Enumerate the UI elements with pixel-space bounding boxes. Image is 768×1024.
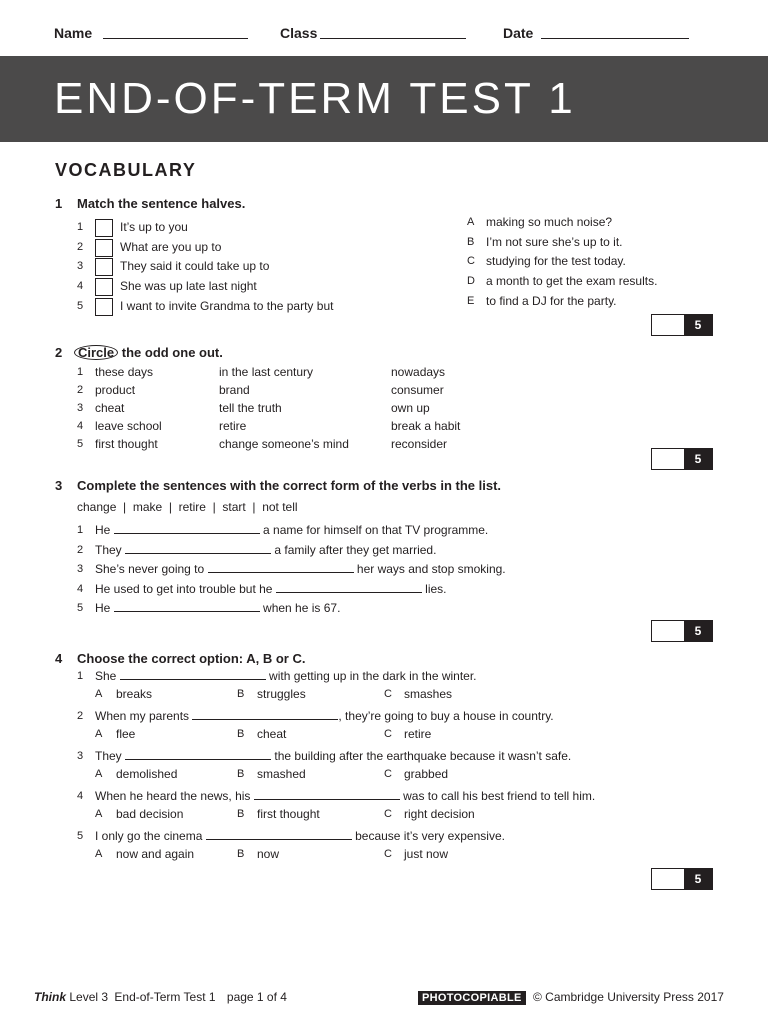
q4-letter-c: C bbox=[384, 848, 392, 860]
q4-letter-b: B bbox=[237, 728, 245, 740]
q2-option-b[interactable]: tell the truth bbox=[219, 401, 282, 415]
q3-number: 3 bbox=[55, 478, 63, 493]
q2-option-a[interactable]: these days bbox=[95, 365, 154, 379]
q1-item-number: 5 bbox=[77, 300, 84, 312]
q1-item-number: 4 bbox=[77, 280, 84, 292]
q4-item-number: 2 bbox=[77, 710, 84, 722]
q3-item-after: when he is 67. bbox=[263, 601, 341, 615]
q3-score-box[interactable] bbox=[651, 620, 713, 642]
q1-option-letter: E bbox=[467, 295, 475, 307]
q4-letter-c: C bbox=[384, 728, 392, 740]
q3-item bbox=[95, 523, 488, 537]
footer-copyright-block bbox=[418, 990, 724, 1004]
q4-option-b[interactable]: first thought bbox=[257, 807, 320, 821]
q4-letter-c: C bbox=[384, 688, 392, 700]
q4-item-before: When he heard the news, his bbox=[95, 789, 251, 803]
q3-item-number: 5 bbox=[77, 602, 84, 614]
q4-option-b[interactable]: struggles bbox=[257, 687, 306, 701]
q3-item bbox=[95, 562, 506, 576]
q3-item-after: lies. bbox=[425, 582, 447, 596]
q4-answer-line[interactable] bbox=[192, 719, 338, 720]
q1-item-text: She was up late last night bbox=[120, 279, 257, 293]
q1-answer-box[interactable] bbox=[95, 239, 113, 257]
q4-item-after: with getting up in the dark in the winter. bbox=[269, 669, 477, 683]
footer-brand: Think bbox=[34, 990, 66, 1004]
q1-item-text: It’s up to you bbox=[120, 220, 188, 234]
q4-option-b[interactable]: cheat bbox=[257, 727, 287, 741]
name-field[interactable] bbox=[103, 38, 248, 39]
q4-item-after: , they’re going to buy a house in country. bbox=[338, 709, 554, 723]
q4-letter-a: A bbox=[95, 768, 103, 780]
q4-item-number: 4 bbox=[77, 790, 84, 802]
footer-copyright: © Cambridge University Press 2017 bbox=[533, 990, 724, 1004]
q4-item-after: the building after the earthquake because it wasn’t safe. bbox=[274, 749, 572, 763]
q4-option-a[interactable]: breaks bbox=[116, 687, 153, 701]
q3-item-number: 3 bbox=[77, 563, 84, 575]
q4-item bbox=[95, 749, 571, 763]
q2-option-a[interactable]: first thought bbox=[95, 437, 158, 451]
q4-item-after: was to call his best friend to tell him. bbox=[403, 789, 596, 803]
q1-instruction: Match the sentence halves. bbox=[77, 196, 246, 211]
q2-row-number: 1 bbox=[77, 366, 84, 378]
q2-option-c[interactable]: reconsider bbox=[391, 437, 448, 451]
q3-answer-line[interactable] bbox=[276, 592, 422, 593]
q4-item bbox=[95, 709, 554, 723]
q4-letter-a: A bbox=[95, 688, 103, 700]
q1-item-number: 3 bbox=[77, 260, 84, 272]
q4-item bbox=[95, 669, 477, 683]
date-label: Date bbox=[503, 25, 534, 41]
q3-item-before: She’s never going to bbox=[95, 562, 205, 576]
q4-option-b[interactable]: smashed bbox=[257, 767, 306, 781]
q4-option-c[interactable]: grabbed bbox=[404, 767, 449, 781]
q2-instruction bbox=[77, 345, 223, 360]
q4-letter-a: A bbox=[95, 848, 103, 860]
q1-option-text: a month to get the exam results. bbox=[486, 274, 658, 288]
q3-item-number: 2 bbox=[77, 544, 84, 556]
circle-word: Circle bbox=[74, 345, 118, 360]
footer-test: End-of-Term Test 1 bbox=[114, 990, 216, 1004]
q1-item-text: They said it could take up to bbox=[120, 259, 270, 273]
q4-option-a[interactable]: flee bbox=[116, 727, 136, 741]
q4-score-total: 5 bbox=[684, 869, 712, 889]
q1-score-total: 5 bbox=[684, 315, 712, 335]
q3-answer-line[interactable] bbox=[208, 572, 354, 573]
q4-score-box[interactable] bbox=[651, 868, 713, 890]
footer-info bbox=[34, 990, 287, 1004]
q1-option-letter: C bbox=[467, 255, 475, 267]
q2-option-c[interactable]: consumer bbox=[391, 383, 444, 397]
q4-option-a[interactable]: bad decision bbox=[116, 807, 184, 821]
q4-letter-c: C bbox=[384, 768, 392, 780]
q4-item-number: 3 bbox=[77, 750, 84, 762]
q3-instruction: Complete the sentences with the correct form of the verbs in the list. bbox=[77, 478, 502, 493]
q4-item-number: 5 bbox=[77, 830, 84, 842]
q4-option-a[interactable]: demolished bbox=[116, 767, 178, 781]
q2-option-b[interactable]: change someone’s mind bbox=[219, 437, 349, 451]
q4-letter-a: A bbox=[95, 728, 103, 740]
q1-item-text: What are you up to bbox=[120, 240, 222, 254]
q1-option-letter: D bbox=[467, 275, 475, 287]
q4-option-a[interactable]: now and again bbox=[116, 847, 195, 861]
q4-instruction: Choose the correct option: A, B or C. bbox=[77, 651, 306, 666]
q4-option-b[interactable]: now bbox=[257, 847, 280, 861]
q4-letter-a: A bbox=[95, 808, 103, 820]
q2-option-c[interactable]: break a habit bbox=[391, 419, 461, 433]
q4-letter-b: B bbox=[237, 768, 245, 780]
q2-option-a[interactable]: cheat bbox=[95, 401, 125, 415]
q2-row-number: 3 bbox=[77, 402, 84, 414]
q4-option-c[interactable]: smashes bbox=[404, 687, 453, 701]
q4-answer-line[interactable] bbox=[206, 839, 352, 840]
q1-item-number: 1 bbox=[77, 221, 84, 233]
q3-item-number: 4 bbox=[77, 583, 84, 595]
q2-option-b[interactable]: in the last century bbox=[219, 365, 314, 379]
q4-letter-c: C bbox=[384, 808, 392, 820]
q3-score-total: 5 bbox=[684, 621, 712, 641]
section-title: VOCABULARY bbox=[55, 160, 197, 180]
q2-option-c[interactable]: own up bbox=[391, 401, 430, 415]
q3-item-before: He bbox=[95, 601, 111, 615]
q4-letter-b: B bbox=[237, 688, 245, 700]
q1-number: 1 bbox=[55, 196, 63, 211]
q4-item bbox=[95, 789, 595, 803]
q4-letter-b: B bbox=[237, 848, 245, 860]
q4-item-before: They bbox=[95, 749, 122, 763]
q2-row-number: 4 bbox=[77, 420, 84, 432]
q3-item-number: 1 bbox=[77, 524, 84, 536]
photocopiable-badge: PHOTOCOPIABLE bbox=[418, 991, 526, 1005]
q4-item-before: I only go the cinema bbox=[95, 829, 203, 843]
q1-answer-box[interactable] bbox=[95, 298, 113, 316]
q1-option-letter: B bbox=[467, 236, 475, 248]
q4-item-before: She bbox=[95, 669, 117, 683]
q3-item bbox=[95, 601, 340, 615]
date-field[interactable] bbox=[541, 38, 689, 39]
name-label: Name bbox=[54, 25, 93, 41]
q3-answer-line[interactable] bbox=[114, 533, 260, 534]
footer-level: Level 3 bbox=[69, 990, 109, 1004]
q2-option-c[interactable]: nowadays bbox=[391, 365, 446, 379]
q1-score-box[interactable] bbox=[651, 314, 713, 336]
q4-item-after: because it’s very expensive. bbox=[355, 829, 505, 843]
q4-option-c[interactable]: just now bbox=[404, 847, 449, 861]
q2-option-a[interactable]: leave school bbox=[95, 419, 162, 433]
q3-item bbox=[95, 582, 447, 596]
q2-number: 2 bbox=[55, 345, 63, 360]
q4-option-c[interactable]: retire bbox=[404, 727, 432, 741]
q1-option-text: I’m not sure she’s up to it. bbox=[486, 235, 623, 249]
q4-letter-b: B bbox=[237, 808, 245, 820]
class-label: Class bbox=[280, 25, 318, 41]
q1-option-text: to find a DJ for the party. bbox=[486, 294, 617, 308]
q4-item-number: 1 bbox=[77, 670, 84, 682]
q2-row-number: 2 bbox=[77, 384, 84, 396]
q4-option-c[interactable]: right decision bbox=[404, 807, 475, 821]
q3-item-before: He bbox=[95, 523, 111, 537]
q4-answer-line[interactable] bbox=[254, 799, 400, 800]
q3-item bbox=[95, 543, 436, 557]
q1-answer-box[interactable] bbox=[95, 278, 113, 296]
q4-number: 4 bbox=[55, 651, 63, 666]
q4-item bbox=[95, 829, 505, 843]
q2-score-box[interactable] bbox=[651, 448, 713, 470]
q3-answer-line[interactable] bbox=[114, 611, 260, 612]
q1-answer-box[interactable] bbox=[95, 219, 113, 237]
q2-option-b[interactable]: retire bbox=[219, 419, 247, 433]
page-title: END-OF-TERM TEST 1 bbox=[54, 74, 576, 123]
q3-item-after: a name for himself on that TV programme. bbox=[263, 523, 489, 537]
q4-answer-line[interactable] bbox=[125, 759, 271, 760]
q2-instruction-rest: the odd one out. bbox=[121, 345, 223, 360]
q1-answer-box[interactable] bbox=[95, 258, 113, 276]
q3-word-list: change | make | retire | start | not tell bbox=[77, 500, 298, 514]
q3-answer-line[interactable] bbox=[125, 553, 271, 554]
q1-item-number: 2 bbox=[77, 241, 84, 253]
q1-option-letter: A bbox=[467, 216, 475, 228]
q2-score-total: 5 bbox=[684, 449, 712, 469]
q2-option-a[interactable]: product bbox=[95, 383, 136, 397]
q3-item-before: They bbox=[95, 543, 122, 557]
q3-item-after: a family after they get married. bbox=[274, 543, 437, 557]
q1-option-text: making so much noise? bbox=[486, 215, 613, 229]
q3-item-before: He used to get into trouble but he bbox=[95, 582, 273, 596]
q2-row-number: 5 bbox=[77, 438, 84, 450]
class-field[interactable] bbox=[320, 38, 466, 39]
q2-option-b[interactable]: brand bbox=[219, 383, 250, 397]
q4-item-before: When my parents bbox=[95, 709, 190, 723]
q1-option-text: studying for the test today. bbox=[486, 254, 626, 268]
q4-answer-line[interactable] bbox=[120, 679, 266, 680]
q3-item-after: her ways and stop smoking. bbox=[356, 562, 506, 576]
q1-item-text: I want to invite Grandma to the party but bbox=[120, 299, 334, 313]
footer-page: page 1 of 4 bbox=[226, 990, 287, 1004]
